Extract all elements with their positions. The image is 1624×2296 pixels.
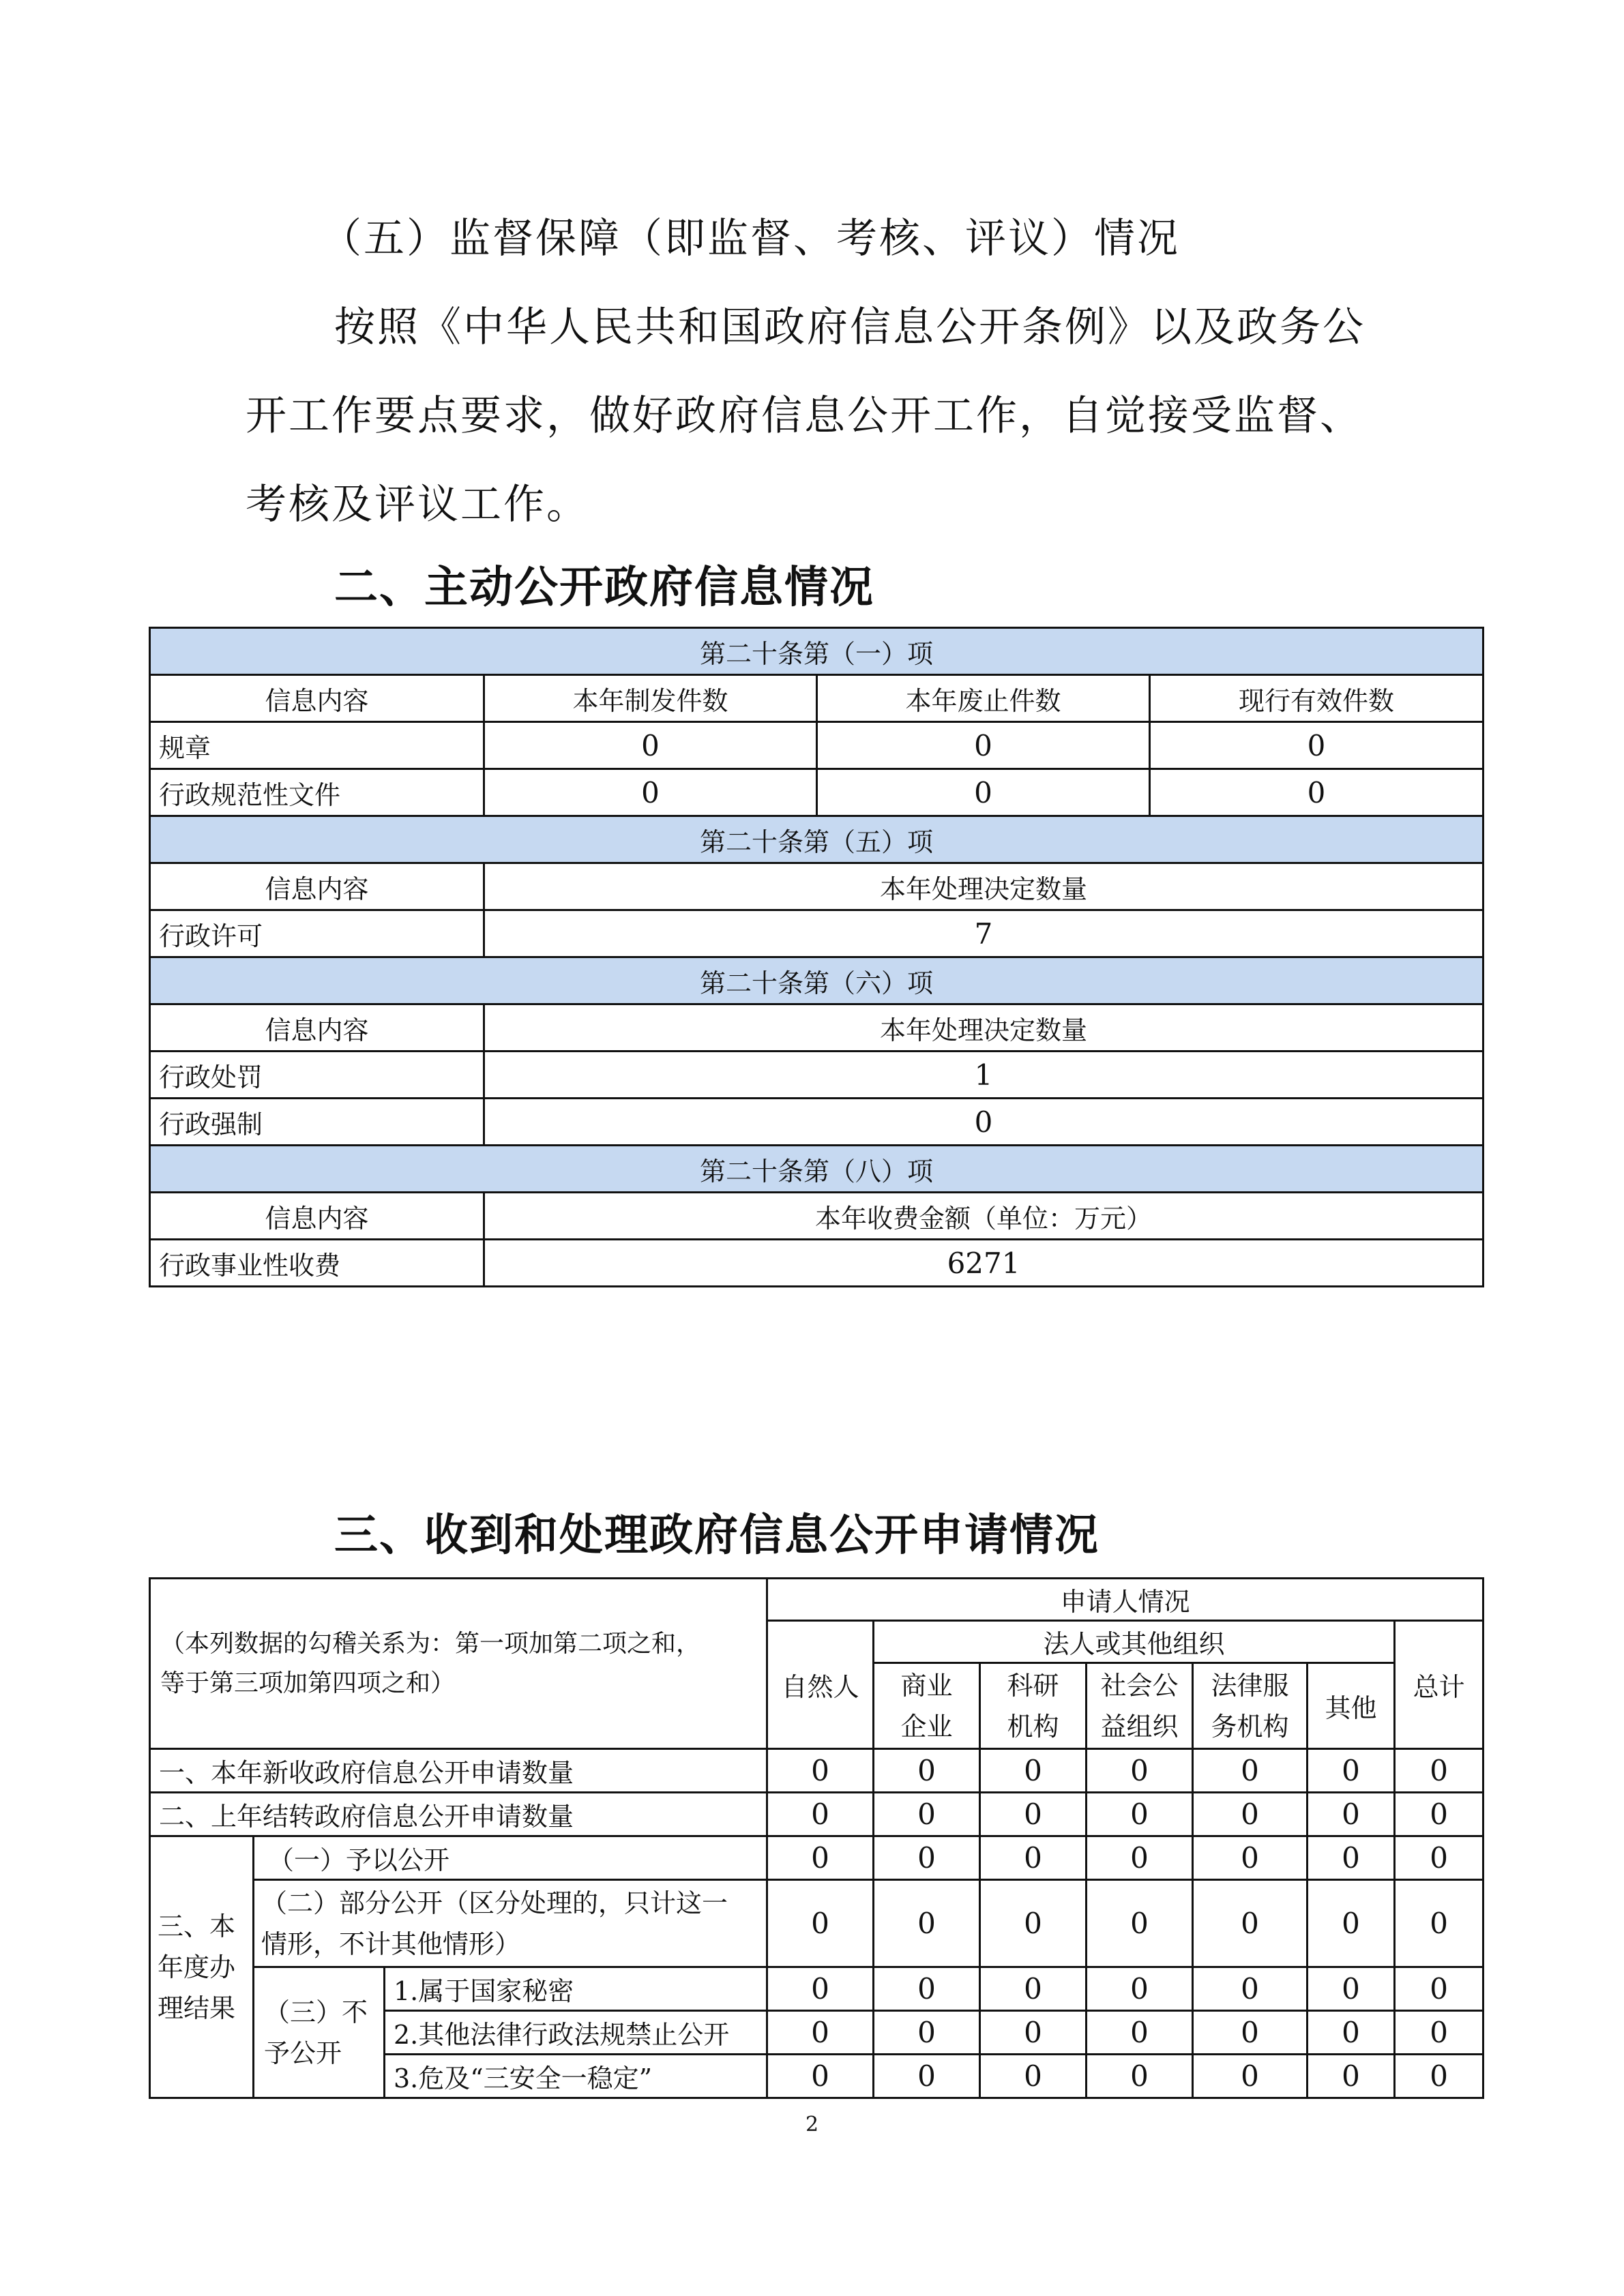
checksum-note <box>150 1579 767 1749</box>
cell-value: 0 <box>980 1793 1087 1836</box>
cell-value: 0 <box>1193 2055 1308 2098</box>
article8-header-row <box>150 1193 1483 1240</box>
cell-value: 0 <box>817 722 1150 769</box>
cell-value: 0 <box>1193 1967 1308 2011</box>
cell-value: 0 <box>980 1749 1087 1793</box>
row-label-new-requests: 一、本年新收政府信息公开申请数量 <box>150 1749 767 1793</box>
checksum-note-line2: 等于第三项加第四项之和） <box>160 1669 456 1697</box>
cell-value: 0 <box>1087 2055 1193 2098</box>
section3-title: 三、收到和处理政府信息公开申请情况 <box>334 1510 1099 1561</box>
header-legal-service-org: 法律服 务机构 <box>1193 1663 1308 1749</box>
cell-value: 0 <box>874 1836 980 1880</box>
table-row <box>150 910 1483 957</box>
header-public-welfare-org: 社会公 益组织 <box>1087 1663 1193 1749</box>
table-row <box>150 1967 1483 2011</box>
applicant-header-row <box>150 1579 1483 1621</box>
row-label: 规章 <box>150 722 484 769</box>
cell-value: 0 <box>767 1836 874 1880</box>
cell-value: 0 <box>980 1967 1087 2011</box>
header-info-content: 信息内容 <box>150 1193 484 1240</box>
checksum-note-line1: （本列数据的勾稽关系为：第一项加第二项之和， <box>160 1629 701 1658</box>
page-number: 2 <box>805 2113 819 2136</box>
cell-value: 0 <box>1193 2011 1308 2055</box>
article6-header-row <box>150 1004 1483 1052</box>
article1-band: 第二十条第（一）项 <box>150 628 1483 675</box>
cell-value: 0 <box>1395 1967 1483 2011</box>
article5-band-row <box>150 816 1483 863</box>
cell-value: 0 <box>1308 1836 1395 1880</box>
header-effective-count: 现行有效件数 <box>1150 675 1483 722</box>
table-row <box>150 1793 1483 1836</box>
supervision-paragraph: 按照《中华人民共和国政府信息公开条例》以及政务公开工作要点要求，做好政府信息公开工作，自觉接受监督、考核及评议工作。 <box>246 303 1365 528</box>
cell-value: 0 <box>980 2011 1087 2055</box>
cell-value: 0 <box>1308 2055 1395 2098</box>
cell-value: 0 <box>767 1749 874 1793</box>
cell-value: 0 <box>1308 2011 1395 2055</box>
row-label-state-secret: 1.属于国家秘密 <box>385 1967 767 2011</box>
row-label: 行政处罚 <box>150 1052 484 1099</box>
cell-value: 0 <box>1395 1880 1483 1967</box>
table-row <box>150 1052 1483 1099</box>
cell-value: 0 <box>1395 1836 1483 1880</box>
article5-band: 第二十条第（五）项 <box>150 816 1483 863</box>
cell-value: 0 <box>874 1967 980 2011</box>
article8-band-row <box>150 1146 1483 1193</box>
not-open-group-label: （三）不 予公开 <box>254 1967 385 2098</box>
cell-value: 0 <box>1395 2011 1483 2055</box>
table-row <box>150 769 1483 816</box>
header-info-content: 信息内容 <box>150 863 484 910</box>
row-label-partial-open: （二）部分公开（区分处理的，只计这一 情形，不计其他情形） <box>254 1880 767 1967</box>
cell-value: 0 <box>874 1793 980 1836</box>
cell-value: 0 <box>484 769 817 816</box>
row-label-three-safety: 3.危及“三安全一稳定” <box>385 2055 767 2098</box>
cell-value: 0 <box>874 1749 980 1793</box>
cell-value: 0 <box>1087 1793 1193 1836</box>
row-label: 行政强制 <box>150 1099 484 1146</box>
table-row <box>150 1099 1483 1146</box>
cell-value: 0 <box>1395 1793 1483 1836</box>
cell-value: 1 <box>484 1052 1483 1099</box>
application-handling-table <box>149 1577 1484 2099</box>
cell-value: 0 <box>1087 1967 1193 2011</box>
cell-value: 7 <box>484 910 1483 957</box>
cell-value: 0 <box>767 2011 874 2055</box>
cell-value: 0 <box>1150 769 1483 816</box>
cell-value: 0 <box>980 1836 1087 1880</box>
cell-value: 0 <box>980 1880 1087 1967</box>
row-label-law-prohibited: 2.其他法律行政法规禁止公开 <box>385 2011 767 2055</box>
article6-band: 第二十条第（六）项 <box>150 957 1483 1004</box>
cell-value: 0 <box>1087 2011 1193 2055</box>
cell-value: 0 <box>980 2055 1087 2098</box>
cell-value: 0 <box>484 722 817 769</box>
header-fee-amount: 本年收费金额（单位：万元） <box>484 1193 1483 1240</box>
header-decision-count: 本年处理决定数量 <box>484 863 1483 910</box>
natural-person-header: 自然人 <box>767 1621 874 1749</box>
section2-title: 二、主动公开政府信息情况 <box>334 563 874 613</box>
header-other: 其他 <box>1308 1663 1395 1749</box>
cell-value: 0 <box>1193 1836 1308 1880</box>
article6-band-row <box>150 957 1483 1004</box>
header-decision-count: 本年处理决定数量 <box>484 1004 1483 1052</box>
row-label: 行政许可 <box>150 910 484 957</box>
total-header: 总计 <box>1395 1621 1483 1749</box>
cell-value: 0 <box>1150 722 1483 769</box>
article1-header-row <box>150 675 1483 722</box>
cell-value: 0 <box>874 1880 980 1967</box>
table-row <box>150 1836 1483 1880</box>
cell-value: 0 <box>1308 1749 1395 1793</box>
proactive-disclosure-table <box>149 627 1484 1287</box>
row-label-open: （一）予以公开 <box>254 1836 767 1880</box>
table-row <box>150 1749 1483 1793</box>
header-research-institution: 科研 机构 <box>980 1663 1087 1749</box>
subheading-supervision: （五）监督保障（即监督、考核、评议）情况 <box>321 215 1180 263</box>
header-info-content: 信息内容 <box>150 675 484 722</box>
legal-entity-group-header: 法人或其他组织 <box>874 1621 1395 1663</box>
cell-value: 0 <box>1087 1880 1193 1967</box>
applicant-header: 申请人情况 <box>767 1579 1483 1621</box>
cell-value: 0 <box>1395 2055 1483 2098</box>
cell-value: 0 <box>1308 1793 1395 1836</box>
cell-value: 0 <box>1087 1749 1193 1793</box>
cell-value: 0 <box>1193 1793 1308 1836</box>
table-row <box>150 1240 1483 1287</box>
cell-value: 0 <box>1308 1967 1395 2011</box>
article8-band: 第二十条第（八）项 <box>150 1146 1483 1193</box>
header-commercial-enterprise: 商业 企业 <box>874 1663 980 1749</box>
table-row <box>150 1880 1483 1967</box>
article5-header-row <box>150 863 1483 910</box>
cell-value: 0 <box>1395 1749 1483 1793</box>
cell-value: 0 <box>1193 1749 1308 1793</box>
cell-value: 0 <box>874 2055 980 2098</box>
row-label: 行政事业性收费 <box>150 1240 484 1287</box>
cell-value: 0 <box>1193 1880 1308 1967</box>
cell-value: 0 <box>1308 1880 1395 1967</box>
results-group-label: 三、本 年度办 理结果 <box>150 1836 254 2098</box>
header-abolished-count: 本年废止件数 <box>817 675 1150 722</box>
cell-value: 0 <box>767 1967 874 2011</box>
header-info-content: 信息内容 <box>150 1004 484 1052</box>
cell-value: 0 <box>1087 1836 1193 1880</box>
cell-value: 0 <box>484 1099 1483 1146</box>
row-label-carried-over: 二、上年结转政府信息公开申请数量 <box>150 1793 767 1836</box>
row-label: 行政规范性文件 <box>150 769 484 816</box>
cell-value: 6271 <box>484 1240 1483 1287</box>
table-row <box>150 722 1483 769</box>
cell-value: 0 <box>874 2011 980 2055</box>
cell-value: 0 <box>817 769 1150 816</box>
cell-value: 0 <box>767 2055 874 2098</box>
article1-band-row <box>150 628 1483 675</box>
cell-value: 0 <box>767 1880 874 1967</box>
header-issued-count: 本年制发件数 <box>484 675 817 722</box>
cell-value: 0 <box>767 1793 874 1836</box>
